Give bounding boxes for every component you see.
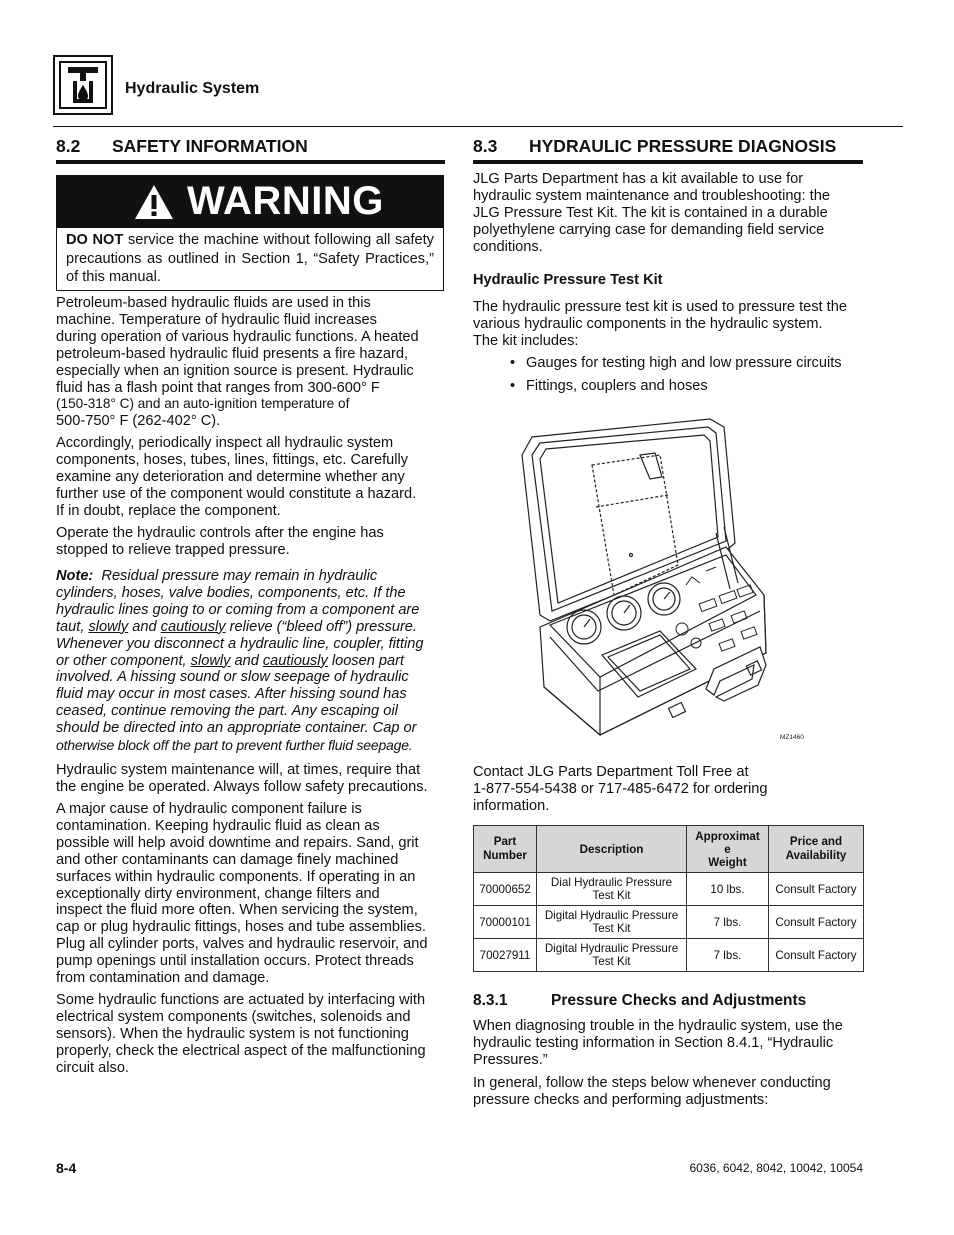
paragraph-maintenance	[56, 762, 448, 796]
underlined-word: slowly	[190, 652, 231, 669]
text-line: cap or plug hydraulic fittings, hoses and tube assemblies.	[56, 919, 426, 936]
table-cell: Consult Factory	[769, 873, 864, 906]
text-line: during operation of various hydraulic functions. A heated	[56, 328, 419, 345]
warning-lead: DO NOT	[66, 232, 124, 248]
text-line: especially when an ignition source is present. Hydraulic	[56, 362, 414, 379]
text-line: and	[230, 652, 263, 669]
warning-title: WARNING	[187, 179, 384, 223]
page-number: 8-4	[56, 1160, 77, 1176]
text-line: hydraulic testing information in Section 8.4.1, “Hydraulic	[473, 1034, 834, 1051]
paragraph-operate	[56, 525, 448, 559]
text-line: pressure checks and performing adjustments:	[473, 1091, 769, 1108]
text-line: relieve (“bleed off”) pressure.	[225, 618, 417, 635]
subheading-test-kit: Hydraulic Pressure Test Kit	[473, 272, 663, 288]
text-line: information.	[473, 797, 550, 814]
text-line: should be directed into an appropriate container. Cap or	[56, 720, 417, 737]
text-line: conditions.	[473, 238, 543, 255]
list-item: • Fittings, couplers and hoses	[508, 375, 878, 398]
column-header: Approximat e Weight	[687, 826, 769, 873]
text-line: Pressures.”	[473, 1051, 548, 1068]
text-line: Operate the hydraulic controls after the engine has	[56, 525, 384, 541]
text-line: surfaces within hydraulic components. If operating in an	[56, 868, 416, 885]
text-line: taut,	[56, 618, 89, 635]
figure-label: MZ1460	[780, 734, 804, 741]
text-line: Some hydraulic functions are actuated by interfacing with	[56, 992, 426, 1008]
text-line: from contamination and damage.	[56, 970, 270, 987]
text-line: JLG Parts Department has a kit available to use for	[473, 171, 804, 187]
table-cell: Consult Factory	[769, 906, 864, 939]
section-title: SAFETY INFORMATION	[112, 136, 308, 156]
text-line: cylinders, hoses, valve bodies, components, etc. If the	[56, 584, 406, 601]
note-block	[56, 568, 448, 754]
text-line: fluid has a flash point that ranges from 300-600° F	[56, 379, 380, 396]
text-line: Residual pressure may remain in hydraulic	[101, 568, 378, 584]
text-line: Hydraulic system maintenance will, at times, require that	[56, 762, 421, 778]
text-line: 500-750° F (262-402° C).	[56, 413, 221, 430]
text-line: Whenever you disconnect a hydraulic line, coupler, fitting	[56, 635, 424, 652]
paragraph-fluids	[56, 295, 448, 430]
text-line: JLG Pressure Test Kit. The kit is contained in a durable	[473, 204, 828, 221]
model-numbers: 6036, 6042, 8042, 10042, 10054	[689, 1161, 863, 1175]
text-line: polyethylene carrying case for demanding field service	[473, 221, 825, 238]
text-line: The kit includes:	[473, 332, 579, 349]
table-cell: 70000101	[474, 906, 537, 939]
text-line: involved. A hissing sound or slow seepage of hydraulic	[56, 669, 409, 686]
text-line: In general, follow the steps below whenever conducting	[473, 1075, 831, 1091]
table-cell: 70000652	[474, 873, 537, 906]
table-row	[474, 939, 864, 972]
text-line: A major cause of hydraulic component failure is	[56, 801, 362, 817]
text-line: electrical system components (switches, solenoids and	[56, 1008, 411, 1025]
section-rule	[56, 160, 445, 164]
column-header: Price and Availability	[769, 826, 864, 873]
table-cell: 70027911	[474, 939, 537, 972]
text-line: circuit also.	[56, 1059, 129, 1076]
text-line: various hydraulic components in the hydraulic system.	[473, 315, 823, 332]
underlined-word: slowly	[88, 618, 129, 635]
table-cell: Digital Hydraulic Pressure Test Kit	[537, 939, 687, 972]
text-line: the engine be operated. Always follow safety precautions.	[56, 778, 428, 795]
table-cell: 7 lbs.	[687, 939, 769, 972]
text-line: Plug all cylinder ports, valves and hydraulic reservoir, and	[56, 936, 428, 953]
table-cell: 7 lbs.	[687, 906, 769, 939]
text-line: and other contaminants can damage finely machined	[56, 851, 399, 868]
subsection-title: Pressure Checks and Adjustments	[551, 992, 807, 1009]
pressure-test-kit-illustration	[510, 415, 810, 745]
text-line: hydraulic lines going to or coming from a component are	[56, 601, 420, 618]
paragraph-electrical	[56, 992, 448, 1077]
text-line: contamination. Keeping hydraulic fluid as clean as	[56, 817, 380, 834]
text-line: loosen part	[327, 652, 405, 669]
subsection-8-3-1-heading	[473, 992, 806, 1010]
table-row	[474, 906, 864, 939]
text-line: pump openings until installation occurs. Protect threads	[56, 953, 414, 970]
text-line: stopped to relieve trapped pressure.	[56, 541, 290, 558]
text-line: exceptionally dirty environment, change filters and	[56, 885, 380, 902]
text-line: hydraulic system maintenance and troubleshooting: the	[473, 187, 830, 204]
text-line: further use of the component would constitute a hazard.	[56, 485, 417, 502]
section-8-3-heading	[473, 136, 836, 157]
text-line: Accordingly, periodically inspect all hydraulic system	[56, 435, 394, 451]
paragraph-intro	[473, 171, 873, 256]
text-line: inspect the fluid more often. When servicing the system,	[56, 902, 418, 919]
section-title: HYDRAULIC PRESSURE DIAGNOSIS	[529, 136, 837, 156]
paragraph-contamination	[56, 801, 448, 987]
text-line: When diagnosing trouble in the hydraulic system, use the	[473, 1018, 843, 1034]
column-header: Description	[537, 826, 687, 873]
kit-bullet-list	[508, 352, 878, 398]
text-line: fluid may occur in most cases. After hissing sound has	[56, 686, 407, 703]
warning-triangle-icon	[134, 184, 174, 220]
paragraph-inspect	[56, 435, 448, 520]
table-cell: 10 lbs.	[687, 873, 769, 906]
warning-banner	[57, 176, 443, 228]
text-line: sensors). When the hydraulic system is not functioning	[56, 1025, 409, 1042]
underlined-word: cautiously	[262, 652, 328, 669]
text-line: (150-318° C) and an auto-ignition temperature of	[56, 396, 350, 412]
text-line: petroleum-based hydraulic fluid presents a fire hazard,	[56, 345, 409, 362]
table-cell: Digital Hydraulic Pressure Test Kit	[537, 906, 687, 939]
text-line: components, hoses, tubes, lines, fittings, etc. Carefully	[56, 451, 409, 468]
paragraph-kit	[473, 299, 873, 350]
text-line: Petroleum-based hydraulic fluids are used in this	[56, 295, 371, 311]
warning-text	[66, 231, 434, 287]
section-rule	[473, 160, 863, 164]
text-line: or other component,	[56, 652, 191, 669]
section-8-2-heading	[56, 136, 308, 157]
table-header-row	[474, 826, 864, 873]
text-line: ceased, continue removing the part. Any escaping oil	[56, 703, 398, 720]
text-line: If in doubt, replace the component.	[56, 502, 281, 519]
underlined-word: cautiously	[160, 618, 226, 635]
header-title: Hydraulic System	[125, 80, 260, 97]
table-row	[474, 873, 864, 906]
table-cell: Consult Factory	[769, 939, 864, 972]
text-line: properly, check the electrical aspect of the malfunctioning	[56, 1042, 426, 1059]
hydraulic-logo-icon	[53, 55, 113, 115]
parts-table	[473, 825, 864, 972]
paragraph-contact	[473, 764, 873, 815]
text-line: examine any deterioration and determine whether any	[56, 468, 405, 485]
warning-body: service the machine without following all safety precautions as outlined in Section 1, “Safety Practices,” of this manual.	[66, 232, 434, 285]
section-number: 8.3	[473, 136, 498, 156]
table-cell: Dial Hydraulic Pressure Test Kit	[537, 873, 687, 906]
text-line: Contact JLG Parts Department Toll Free at	[473, 764, 749, 780]
text-line: and	[128, 618, 161, 635]
section-number: 8.2	[56, 136, 81, 156]
column-header: Part Number	[474, 826, 537, 873]
text-line: otherwise block off the part to prevent further fluid seepage.	[56, 737, 413, 754]
text-line: machine. Temperature of hydraulic fluid increases	[56, 311, 377, 328]
text-line: The hydraulic pressure test kit is used to pressure test the	[473, 299, 847, 315]
warning-box	[56, 175, 444, 291]
paragraph-steps	[473, 1075, 873, 1109]
text-line: possible will help avoid downtime and repairs. Sand, grit	[56, 834, 419, 851]
subsection-number: 8.3.1	[473, 992, 508, 1009]
note-label: Note:	[56, 568, 94, 584]
text-line: 1-877-554-5438 or 717-485-6472 for ordering	[473, 780, 768, 797]
paragraph-diagnosing	[473, 1018, 873, 1069]
list-item: • Gauges for testing high and low pressure circuits	[508, 352, 878, 375]
header-rule	[53, 126, 903, 127]
